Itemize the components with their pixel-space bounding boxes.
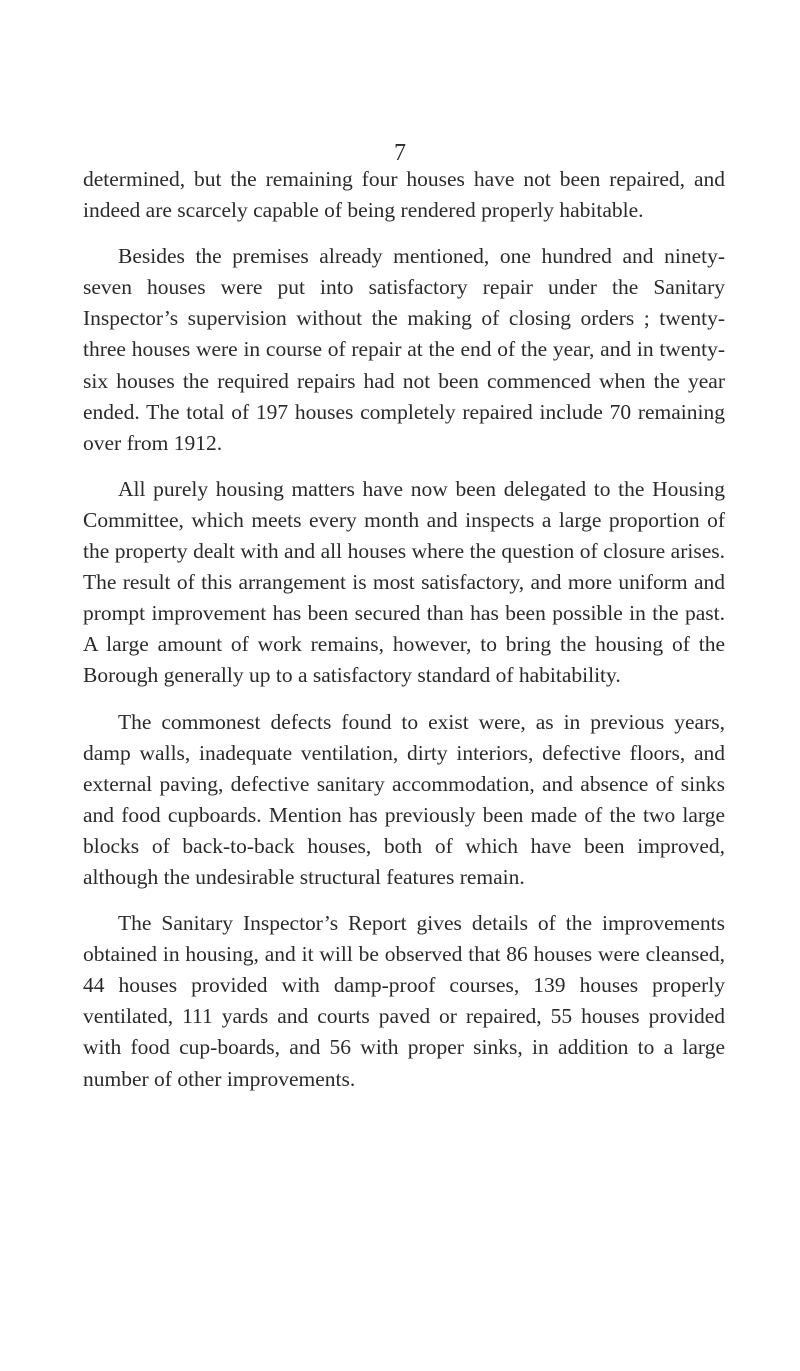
document-body <box>83 164 725 1110</box>
paragraph-inspector-report: The Sanitary Inspector’s Report gives details of the improvements obtained in housing, and it will be observed that 86 houses were cleansed, 44 houses provided with damp-proof courses, 139 houses properly ventilated, 111 yards and courts paved or repaired, 55 houses provided with food cup-boards, and 56 with proper sinks, in addition to a large number of other improvements. <box>83 911 725 1091</box>
paragraph-houses-repaired: Besides the premises already mentioned, one hundred and ninety-seven houses were put into satisfactory repair under the Sanitary Inspector’s supervision without the making of closing orders ; twenty-three houses were in course of repair at the end of the year, and in twenty-six houses the required repairs had not been commenced when the year ended. The total of 197 houses completely repaired include 70 remaining over from 1912. <box>83 244 725 455</box>
paragraph-common-defects: The commonest defects found to exist were, as in previous years, damp walls, inadequate ventilation, dirty interiors, defective floors, and external paving, defective sanitary accommodation, and absence of sinks and food cupboards. Mention has previously been made of the two large blocks of back-to-back houses, both of which have been improved, although the undesirable structural features remain. <box>83 709 725 889</box>
paragraph-housing-committee: All purely housing matters have now been delegated to the Housing Committee, which meets every month and inspects a large proportion of the property dealt with and all houses where the question of closure arises. The result of this arrangement is most satisfactory, and more uniform and prompt improvement has been secured than has been possible in the past. A large amount of work remains, however, to bring the housing of the Borough generally up to a satisfactory standard of habitability. <box>83 476 725 688</box>
paragraph-continued-repairs: determined, but the remaining four houses have not been repaired, and indeed are scarcely capable of being rendered properly habitable. <box>83 167 725 223</box>
page-number: 7 <box>394 140 406 166</box>
